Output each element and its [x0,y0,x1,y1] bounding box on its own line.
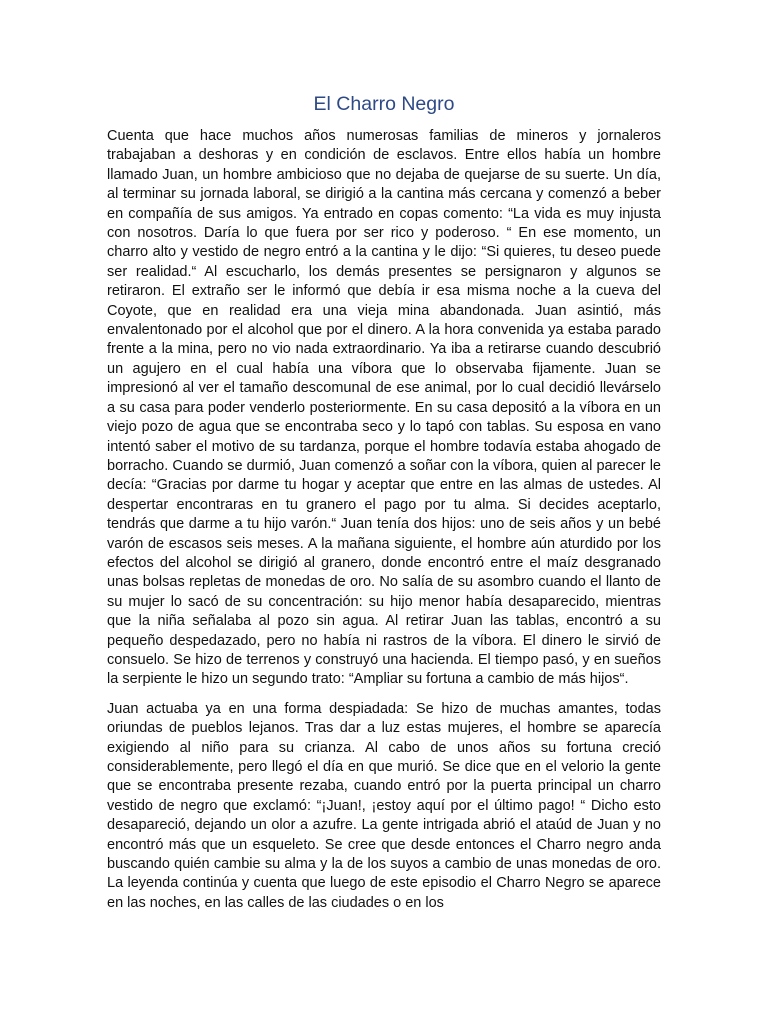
paragraph-1: Cuenta que hace muchos años numerosas familias de mineros y jornaleros trabajaban a deshoras y en condición de esclavos. Entre ellos había un hombre llamado Juan, un hombre ambicioso que no dejaba de quejarse de su suerte. Un día, al terminar su jornada laboral, se dirigió a la cantina más cercana y comenzó a beber en compañía de sus amigos. Ya entrado en copas comento: “La vida es muy injusta con nosotros. Daría lo que fuera por ser rico y poderoso. “ En ese momento, un charro alto y vestido de negro entró a la cantina y le dijo: “Si quieres, tu deseo puede ser realidad.“ Al escucharlo, los demás presentes se persignaron y algunos se retiraron. El extraño ser le informó que debía ir esa misma noche a la cueva del Coyote, que en realidad era una vieja mina abandonada. Juan asintió, más envalentonado por el alcohol que por el dinero. A la hora convenida ya estaba parado frente a la mina, pero no vio nada extraordinario. Ya iba a retirarse cuando descubrió un agujero en el cual había una víbora que lo observaba fijamente. Juan se impresionó al ver el tamaño descomunal de ese animal, por lo cual decidió llevárselo a su casa para poder venderlo posteriormente. En su casa depositó a la víbora en un viejo pozo de agua que se encontraba seco y lo tapó con tablas. Su esposa en vano intentó saber el motivo de su tardanza, porque el hombre todavía estaba ahogado de borracho. Cuando se durmió, Juan comenzó a soñar con la víbora, quien al parecer le decía: “Gracias por darme tu hogar y aceptar que entre en las almas de ustedes. Al despertar encontraras en tu granero el pago por tu alma. Si decides aceptarlo, tendrás que darme a tu hijo varón.“ Juan tenía dos hijos: uno de seis años y un bebé varón de escasos seis meses. A la mañana siguiente, el hombre aún aturdido por los efectos del alcohol se dirigió al granero, donde encontró entre el maíz desgranado unas bolsas repletas de monedas de oro. No salía de su asombro cuando el llanto de su mujer lo sacó de su concentración: su hijo menor había desaparecido, mientras que la niña señalaba al pozo sin agua. Al retirar Juan las tablas, encontró a su pequeño despedazado, pero no había ni rastros de la víbora. El dinero le sirvió de consuelo. Se hizo de terrenos y construyó una hacienda. El tiempo pasó, y en sueños la serpiente le hizo un segundo trato: “Ampliar su fortuna a cambio de más hijos“. [107,128,661,688]
paragraph-2: Juan actuaba ya en una forma despiadada: Se hizo de muchas amantes, todas oriundas de pueblos lejanos. Tras dar a luz estas mujeres, el hombre se aparecía exigiendo al niño para su crianza. Al cabo de unos años su fortuna creció considerablemente, pero llegó el día en que murió. Se dice que en el velorio la gente que se encontraba presente rezaba, cuando entró por la puerta principal un charro vestido de negro que exclamó: “¡Juan!, ¡estoy aquí por el último pago! “ Dicho esto desapareció, dejando un olor a azufre. La gente intrigada abrió el ataúd de Juan y no encontró más que un esqueleto. Se cree que desde entonces el Charro negro anda buscando quién cambie su alma y la de los suyos a cambio de unas monedas de oro. La leyenda continúa y cuenta que luego de este episodio el Charro Negro se aparece en las noches, en las calles de las ciudades o en los [107,700,661,911]
document-title: El Charro Negro [313,93,455,115]
document-body [107,127,661,923]
